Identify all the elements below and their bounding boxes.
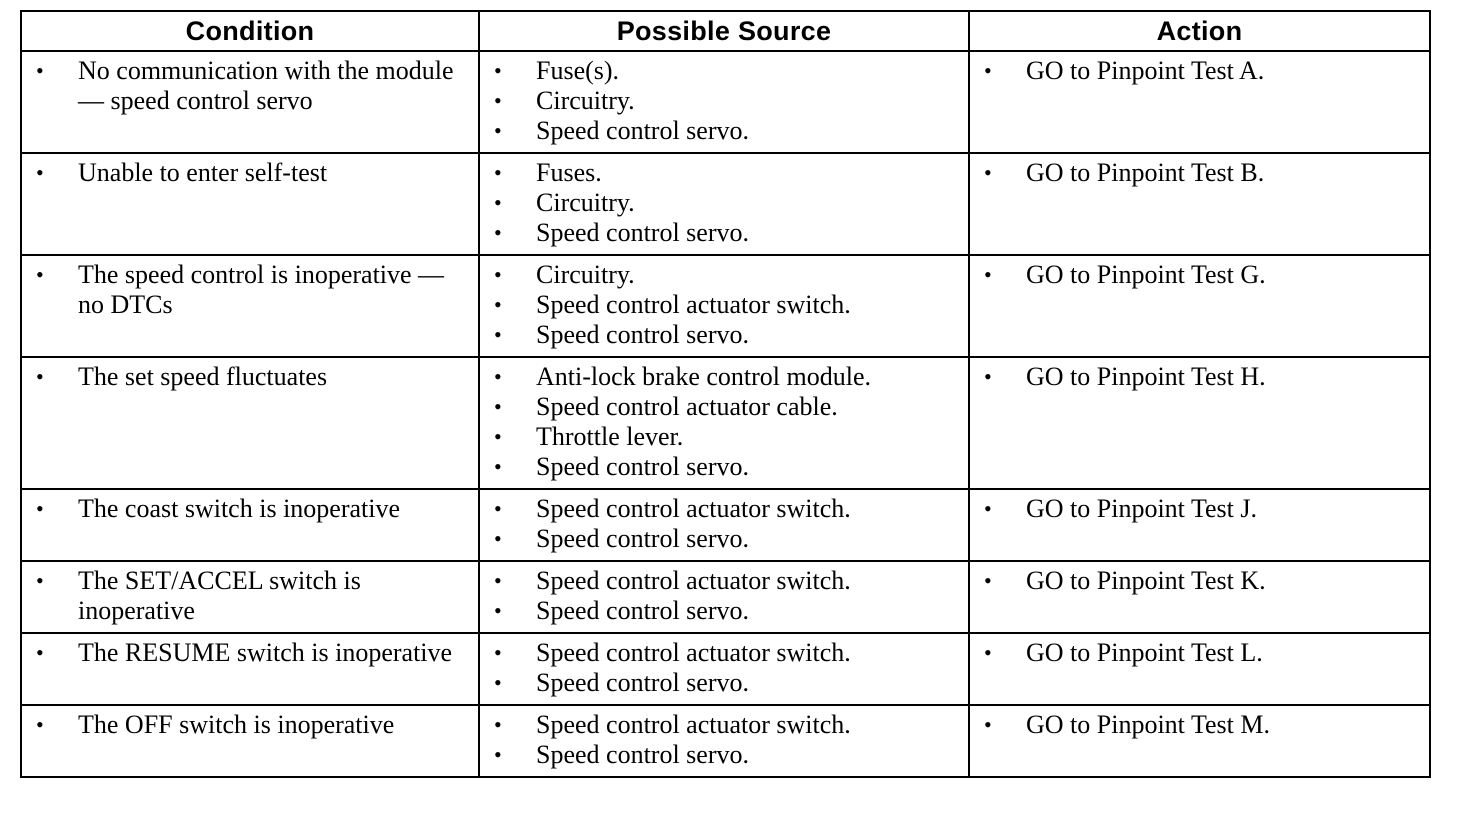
condition-list: [22, 710, 478, 740]
condition-cell: [21, 357, 479, 489]
table-row-5: [21, 489, 1430, 561]
action-cell: [969, 489, 1430, 561]
action-item: • GO to Pinpoint Test M.: [970, 710, 1429, 740]
condition-item: • The SET/ACCEL switch is inoperative: [22, 566, 478, 626]
action-list: [970, 260, 1429, 290]
possible-source-cell: [479, 51, 969, 153]
condition-list: [22, 638, 478, 668]
action-list: [970, 158, 1429, 188]
source-item: • Anti-lock brake control module.: [480, 362, 968, 392]
table-row-8: [21, 705, 1430, 777]
possible-source-cell: [479, 255, 969, 357]
table-row-3: [21, 255, 1430, 357]
action-item: • GO to Pinpoint Test L.: [970, 638, 1429, 668]
source-item: • Speed control servo.: [480, 524, 968, 554]
action-list: [970, 362, 1429, 392]
source-item: • Speed control servo.: [480, 596, 968, 626]
source-item: • Speed control servo.: [480, 320, 968, 350]
action-list: [970, 566, 1429, 596]
condition-item: • No communication with the module — speed control servo: [22, 56, 478, 116]
table-row-4: [21, 357, 1430, 489]
possible-source-cell: [479, 561, 969, 633]
action-cell: [969, 561, 1430, 633]
action-item: • GO to Pinpoint Test B.: [970, 158, 1429, 188]
condition-cell: [21, 561, 479, 633]
possible-source-cell: [479, 153, 969, 255]
condition-item: • The set speed fluctuates: [22, 362, 478, 392]
source-item: • Speed control actuator switch.: [480, 290, 968, 320]
source-item: • Speed control servo.: [480, 452, 968, 482]
action-list: [970, 494, 1429, 524]
source-item: • Speed control actuator switch.: [480, 710, 968, 740]
condition-list: [22, 56, 478, 116]
source-list: [480, 260, 968, 350]
header-possible-source: Possible Source: [479, 11, 969, 51]
source-list: [480, 710, 968, 770]
source-list: [480, 566, 968, 626]
possible-source-cell: [479, 633, 969, 705]
possible-source-cell: [479, 489, 969, 561]
condition-list: [22, 158, 478, 188]
source-item: • Circuitry.: [480, 86, 968, 116]
diagnosis-table-container: [20, 10, 1429, 778]
action-item: • GO to Pinpoint Test H.: [970, 362, 1429, 392]
header-condition: Condition: [21, 11, 479, 51]
condition-cell: [21, 153, 479, 255]
condition-item: • The OFF switch is inoperative: [22, 710, 478, 740]
source-item: • Speed control servo.: [480, 218, 968, 248]
action-cell: [969, 633, 1430, 705]
action-cell: [969, 153, 1430, 255]
condition-cell: [21, 633, 479, 705]
action-cell: [969, 51, 1430, 153]
source-item: • Circuitry.: [480, 188, 968, 218]
possible-source-cell: [479, 705, 969, 777]
source-item: • Speed control servo.: [480, 740, 968, 770]
source-item: • Speed control servo.: [480, 668, 968, 698]
action-cell: [969, 357, 1430, 489]
table-row-7: [21, 633, 1430, 705]
condition-item: • Unable to enter self-test: [22, 158, 478, 188]
source-list: [480, 158, 968, 248]
condition-list: [22, 362, 478, 392]
source-list: [480, 494, 968, 554]
source-list: [480, 362, 968, 482]
action-list: [970, 56, 1429, 86]
action-item: • GO to Pinpoint Test A.: [970, 56, 1429, 86]
source-item: • Fuses.: [480, 158, 968, 188]
condition-item: • The speed control is inoperative — no DTCs: [22, 260, 478, 320]
action-item: • GO to Pinpoint Test K.: [970, 566, 1429, 596]
action-item: • GO to Pinpoint Test G.: [970, 260, 1429, 290]
source-list: [480, 638, 968, 698]
condition-list: [22, 494, 478, 524]
source-list: [480, 56, 968, 146]
action-list: [970, 710, 1429, 740]
source-item: • Speed control actuator cable.: [480, 392, 968, 422]
condition-list: [22, 566, 478, 626]
source-item: • Speed control actuator switch.: [480, 566, 968, 596]
source-item: • Throttle lever.: [480, 422, 968, 452]
action-cell: [969, 705, 1430, 777]
condition-item: • The RESUME switch is inoperative: [22, 638, 478, 668]
condition-cell: [21, 255, 479, 357]
condition-list: [22, 260, 478, 320]
source-item: • Speed control servo.: [480, 116, 968, 146]
table-body: [21, 51, 1430, 777]
condition-cell: [21, 705, 479, 777]
table-row-2: [21, 153, 1430, 255]
table-row-6: [21, 561, 1430, 633]
source-item: • Speed control actuator switch.: [480, 494, 968, 524]
source-item: • Circuitry.: [480, 260, 968, 290]
table-row-1: [21, 51, 1430, 153]
condition-cell: [21, 489, 479, 561]
possible-source-cell: [479, 357, 969, 489]
condition-item: • The coast switch is inoperative: [22, 494, 478, 524]
table-header: [21, 11, 1430, 51]
symptom-chart-table: [20, 10, 1431, 778]
header-row: [21, 11, 1430, 51]
condition-cell: [21, 51, 479, 153]
action-list: [970, 638, 1429, 668]
source-item: • Fuse(s).: [480, 56, 968, 86]
action-item: • GO to Pinpoint Test J.: [970, 494, 1429, 524]
header-action: Action: [969, 11, 1430, 51]
source-item: • Speed control actuator switch.: [480, 638, 968, 668]
action-cell: [969, 255, 1430, 357]
